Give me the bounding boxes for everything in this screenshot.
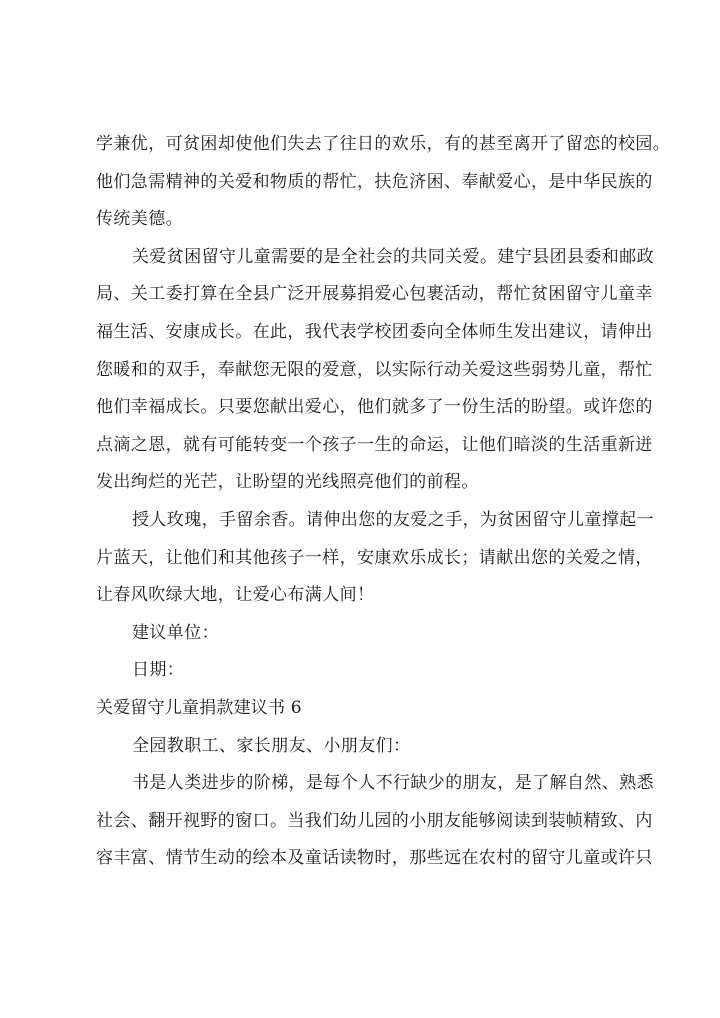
text-line: 您暖和的双手，奉献您无限的爱意，以实际行动关爱这些弱势儿童，帮忙: [96, 359, 653, 380]
text-line: 点滴之恩，就有可能转变一个孩子一生的命运，让他们暗淡的生活重新迸: [96, 434, 653, 455]
text-line: 传统美德。: [96, 209, 183, 230]
text-line: 书是人类进步的阶梯，是每个人不行缺少的朋友，是了解自然、熟悉: [132, 773, 654, 794]
text-line: 他们幸福成长。只要您献出爱心，他们就多了一份生活的盼望。或许您的: [96, 397, 653, 418]
text-line: 福生活、安康成长。在此，我代表学校团委向全体师生发出建议，请伸出: [96, 321, 653, 342]
text-line: 关爱贫困留守儿童需要的是全社会的共同关爱。建宁县团县委和邮政: [132, 246, 654, 267]
signature-date: 日期：: [132, 660, 185, 681]
text-line: 授人玫瑰，手留余香。请伸出您的友爱之手，为贫困留守儿童撑起一: [132, 509, 654, 530]
text-line: 社会、翻开视野的窗口。当我们幼儿园的小朋友能够阅读到装帧精致、内: [96, 810, 653, 831]
paragraph-4: [96, 765, 654, 878]
text-line: 学兼优，可贫困却使他们失去了往日的欢乐，有的甚至离开了留恋的校园。: [96, 134, 671, 154]
signature-unit: 建议单位：: [132, 622, 219, 643]
paragraph-2: [96, 239, 654, 502]
salutation: 全园教职工、家长朋友、小朋友们：: [132, 735, 411, 756]
text-line: 他们急需精神的关爱和物质的帮忙，扶危济困、奉献爱心，是中华民族的: [96, 171, 653, 192]
section-title: 关爱留守儿童捐款建议书 6: [96, 697, 302, 718]
paragraph-3: [96, 502, 654, 615]
text-line: 发出绚烂的光芒，让盼望的光线照亮他们的前程。: [96, 472, 479, 493]
text-line: 片蓝天，让他们和其他孩子一样，安康欢乐成长；请献出您的关爱之情，: [96, 547, 653, 568]
text-line: 容丰富、情节生动的绘本及童话读物时，那些远在农村的留守儿童或许只: [96, 848, 653, 869]
text-line: 让春风吹绿大地，让爱心布满人间！: [96, 585, 375, 606]
text-line: 局、关工委打算在全县广泛开展募捐爱心包裹活动，帮忙贫困留守儿童幸: [96, 284, 653, 305]
document-page: [96, 126, 671, 878]
paragraph-1: [96, 126, 671, 239]
